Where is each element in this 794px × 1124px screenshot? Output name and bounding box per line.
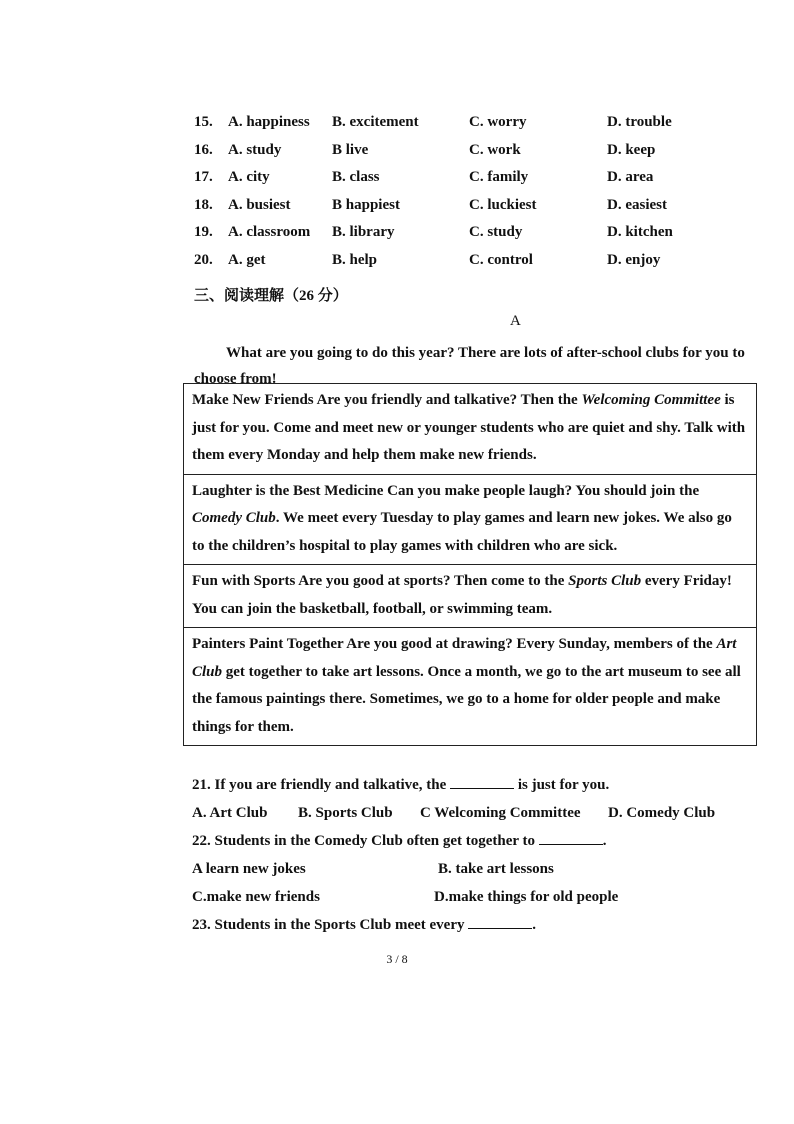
club-comedy xyxy=(184,475,756,566)
club-name: Comedy Club xyxy=(192,510,276,526)
option-b: B live xyxy=(332,141,369,158)
club-name: Sports Club xyxy=(568,573,642,589)
option-b: B. help xyxy=(332,251,378,268)
choice-row xyxy=(194,252,754,280)
option-a: A. busiest xyxy=(228,196,291,213)
option-c: C. work xyxy=(469,141,521,158)
club-text: is just for you. Come and meet new or younger students who are quiet and shy. Talk with them every Monday and help them make new friends. xyxy=(192,392,746,463)
club-text: Painters Paint Together Are you good at drawing? Every Sunday, members of the xyxy=(192,636,717,652)
option-a: A. study xyxy=(228,141,282,158)
option-a: A. classroom xyxy=(228,224,311,241)
option-c: C.make new friends xyxy=(192,889,320,905)
choice-row xyxy=(194,169,754,197)
club-welcoming-committee xyxy=(184,384,756,475)
choice-row xyxy=(194,224,754,252)
club-text: get together to take art lessons. Once a month, we go to the art museum to see all the famous paintings there. Sometimes, we go to a home for older people and make things for them. xyxy=(192,663,741,735)
question-21-options xyxy=(192,799,754,827)
answer-blank xyxy=(450,773,514,789)
option-b: B. take art lessons xyxy=(438,861,554,877)
question-number: 16. xyxy=(194,141,213,158)
page-number: 3 / 8 xyxy=(386,952,408,966)
question-22-options-row2 xyxy=(192,883,754,911)
option-d: D. trouble xyxy=(607,114,672,130)
question-number: 19. xyxy=(194,224,213,241)
question-stem: 23. Students in the Sports Club meet every xyxy=(192,917,465,933)
option-a: A learn new jokes xyxy=(192,861,306,877)
question-stem-end: . xyxy=(532,917,536,933)
question-stem: 21. If you are friendly and talkative, the xyxy=(192,777,447,793)
option-d: D. enjoy xyxy=(607,251,661,268)
question-23 xyxy=(192,911,754,939)
club-name: Art Club xyxy=(192,636,737,680)
answer-blank xyxy=(539,829,603,845)
club-text: Make New Friends Are you friendly and talkative? Then the xyxy=(192,392,582,408)
club-text: Laughter is the Best Medicine Can you make people laugh? You should join the xyxy=(192,482,700,499)
option-c: C. family xyxy=(469,169,529,186)
answer-blank xyxy=(468,913,532,929)
option-a: A. get xyxy=(228,251,266,268)
option-d: D. keep xyxy=(607,141,656,158)
club-art xyxy=(184,628,756,745)
club-text: every Friday! You can join the basketball, football, or swimming team. xyxy=(192,573,732,617)
option-a: A. city xyxy=(228,169,270,186)
question-stem: 22. Students in the Comedy Club often get together to xyxy=(192,833,536,849)
option-a: A. happiness xyxy=(228,114,310,130)
option-d: D. kitchen xyxy=(607,224,673,241)
option-d: D. Comedy Club xyxy=(608,805,716,821)
option-a: A. Art Club xyxy=(192,805,268,821)
choice-row xyxy=(194,142,754,170)
option-c: C. luckiest xyxy=(469,196,537,213)
option-c: C Welcoming Committee xyxy=(420,805,581,821)
club-text: Fun with Sports Are you good at sports? Then come to the xyxy=(192,573,569,589)
question-22-options-row1 xyxy=(192,855,754,883)
option-d: D. area xyxy=(607,169,654,186)
question-stem-wrap xyxy=(192,911,536,939)
question-stem-end: . xyxy=(602,833,607,849)
club-sports xyxy=(184,565,756,628)
option-c: C. control xyxy=(469,251,533,268)
option-b: B. library xyxy=(332,224,395,241)
choice-row xyxy=(194,197,754,225)
question-block xyxy=(192,771,754,939)
option-c: C. study xyxy=(469,224,523,241)
choice-list xyxy=(194,114,754,280)
option-b: B. Sports Club xyxy=(298,805,393,821)
club-text: . We meet every Tuesday to play games and learn new jokes. We also go to the children’s hospital to play games with children who are sick. xyxy=(192,510,732,554)
question-number: 20. xyxy=(194,251,213,268)
question-stem-wrap xyxy=(192,827,607,855)
option-c: C. worry xyxy=(469,114,527,130)
option-d: D.make things for old people xyxy=(434,889,619,905)
question-number: 17. xyxy=(194,169,213,186)
question-stem-wrap xyxy=(192,771,609,799)
question-22 xyxy=(192,827,754,855)
option-b: B. class xyxy=(332,169,380,186)
question-number: 15. xyxy=(194,114,213,130)
question-stem-end: is just for you. xyxy=(517,777,610,793)
choice-row xyxy=(194,114,754,142)
club-name: Welcoming Committee xyxy=(581,392,721,408)
club-table xyxy=(183,383,757,746)
option-d: D. easiest xyxy=(607,196,667,213)
question-21 xyxy=(192,771,754,799)
passage-letter: A xyxy=(510,313,521,329)
passage-intro: What are you going to do this year? There are lots of after-school clubs for you to choose from! xyxy=(194,345,745,387)
option-b: B. excitement xyxy=(332,114,419,130)
option-b: B happiest xyxy=(332,196,400,213)
question-number: 18. xyxy=(194,196,213,213)
section-title: 三、阅读理解（26 分） xyxy=(194,288,348,304)
